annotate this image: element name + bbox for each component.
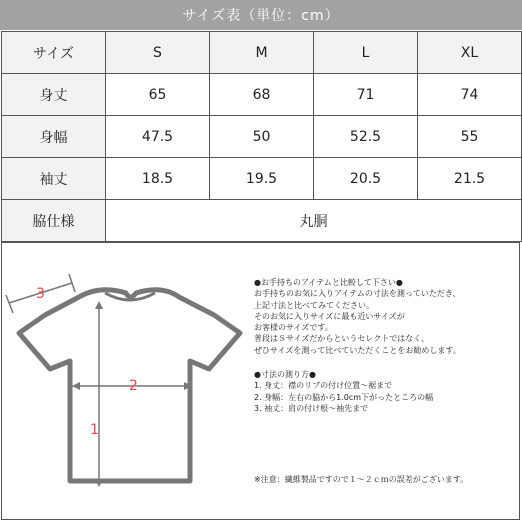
row-label-sleeve: 袖丈 bbox=[2, 158, 106, 200]
table-cell: 71 bbox=[314, 74, 418, 116]
guide-line: お客様のサイズです。 bbox=[254, 323, 333, 333]
measure-line: 1. 身丈：襟のリブの付け位置～裾まで bbox=[254, 381, 393, 391]
guide-line: 上記寸法と比べてみてください。 bbox=[254, 300, 374, 310]
size-header-l: L bbox=[314, 32, 418, 74]
measure-line: 3. 袖丈：肩の付け根～袖先まで bbox=[254, 403, 369, 413]
table-row bbox=[2, 116, 522, 158]
table-row bbox=[2, 158, 522, 200]
table-cell: 65 bbox=[106, 74, 210, 116]
table-cell: 47.5 bbox=[106, 116, 210, 158]
length-arrow-top bbox=[95, 301, 103, 309]
size-header-xl: XL bbox=[418, 32, 522, 74]
guide-line: ●お手持ちのアイテムと比較して下さい● bbox=[254, 278, 403, 287]
spec-value: 丸胴 bbox=[106, 200, 522, 242]
table-cell: 68 bbox=[210, 74, 314, 116]
width-label: 2 bbox=[129, 378, 138, 394]
measurement-section bbox=[1, 242, 520, 520]
size-header-s: S bbox=[106, 32, 210, 74]
spec-row bbox=[2, 200, 522, 242]
row-label-length: 身丈 bbox=[2, 74, 106, 116]
measure-line: 2. 身幅：左右の脇から1.0cm下がったところの幅 bbox=[254, 392, 434, 402]
row-label-width: 身幅 bbox=[2, 116, 106, 158]
measure-title: ●寸法の測り方● bbox=[254, 370, 316, 380]
guide-line: そのお気に入りサイズに最も近いサイズが bbox=[254, 311, 405, 321]
sleeve-label: 3 bbox=[36, 286, 45, 302]
sleeve-measure-tick bbox=[6, 295, 13, 313]
guide-line: お手持ちのお気に入りアイテムの寸法を測っていただき、 bbox=[254, 289, 461, 299]
size-header-label: サイズ bbox=[2, 32, 106, 74]
width-arrow-left bbox=[72, 382, 80, 390]
table-cell: 18.5 bbox=[106, 158, 210, 200]
table-cell: 20.5 bbox=[314, 158, 418, 200]
guide-line: ぜひサイズを測って比べていただくことをお勧めします。 bbox=[254, 345, 461, 355]
table-cell: 55 bbox=[418, 116, 522, 158]
spec-label: 脇仕様 bbox=[2, 200, 106, 242]
table-cell: 19.5 bbox=[210, 158, 314, 200]
table-cell: 52.5 bbox=[314, 116, 418, 158]
table-cell: 74 bbox=[418, 74, 522, 116]
size-chart-title: サイズ表（単位：cm） bbox=[0, 0, 522, 30]
size-header-m: M bbox=[210, 32, 314, 74]
table-cell: 50 bbox=[210, 116, 314, 158]
guide-line: 普段はＳサイズだからというセレクトではなく、 bbox=[254, 334, 430, 344]
table-row bbox=[2, 74, 522, 116]
length-label: 1 bbox=[90, 422, 99, 438]
size-guide-text bbox=[254, 277, 516, 414]
size-header-row bbox=[2, 32, 522, 74]
caution-note: ※注意：繊維製品ですので１～２ｃｍの誤差がございます。 bbox=[254, 475, 469, 484]
table-cell: 21.5 bbox=[418, 158, 522, 200]
size-table bbox=[1, 31, 522, 242]
tshirt-measurement-diagram bbox=[2, 243, 252, 521]
